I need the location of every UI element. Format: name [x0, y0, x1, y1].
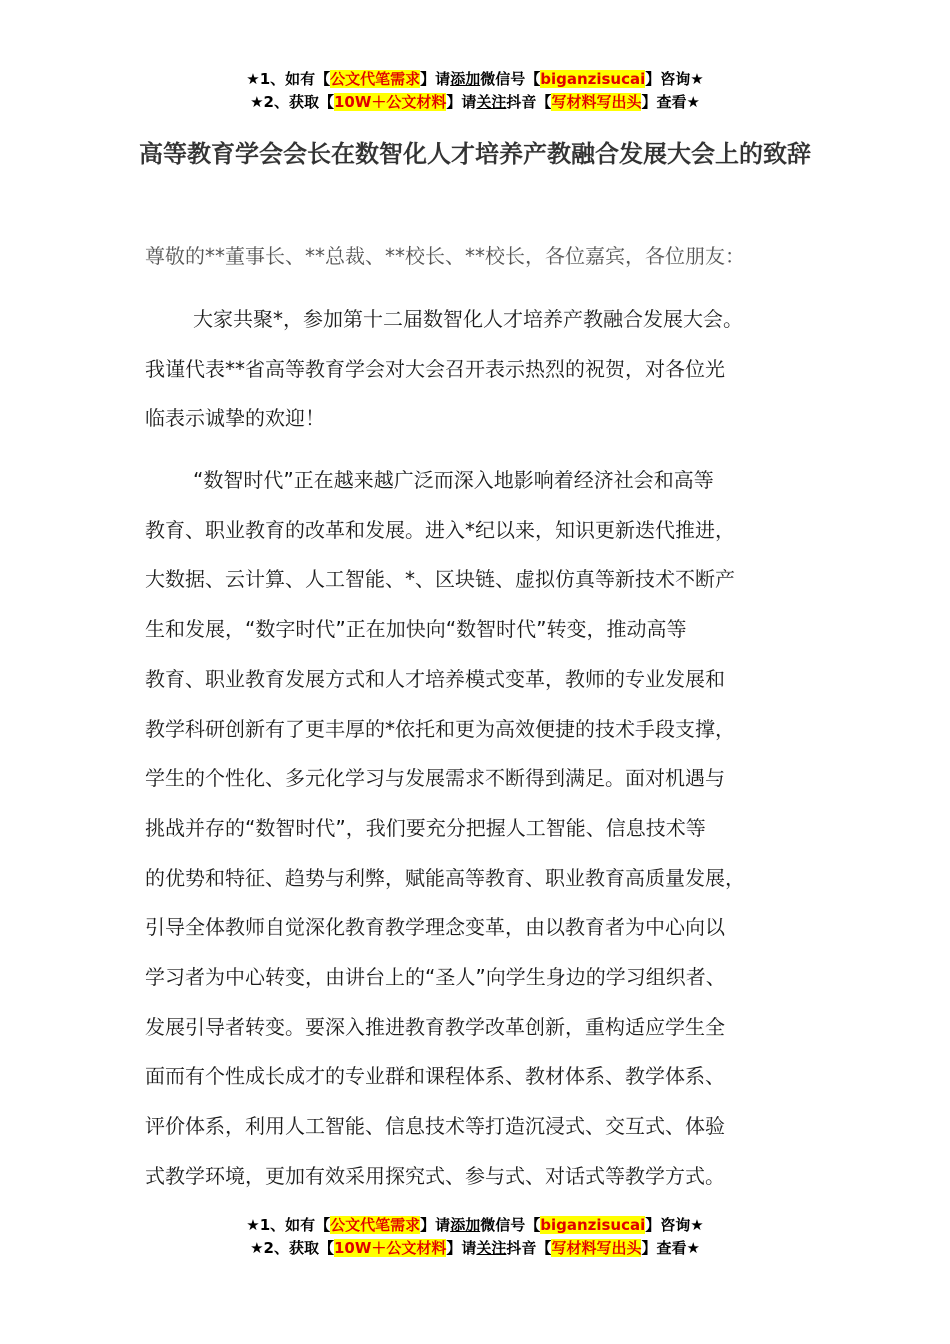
paragraph-line: 教育、职业教育的改革和发展。进入*纪以来，知识更新迭代推进， — [145, 517, 735, 542]
banner-text: 】请 — [420, 70, 451, 88]
paragraph-line: 学习者为中心转变，由讲台上的“圣人”向学生身边的学习组织者、 — [145, 965, 726, 990]
banner-text: 】咨询★ — [645, 1216, 704, 1234]
paragraph-line: 大数据、云计算、人工智能、*、区块链、虚拟仿真等新技术不断产 — [145, 567, 735, 592]
highlight-materials: 10W＋公文材料 — [333, 93, 447, 111]
underlined-text: 关注 — [476, 93, 507, 111]
paragraph-line: 引导全体教师自觉深化教育教学理念变革，由以教育者为中心向以 — [145, 915, 725, 940]
banner-text: ★2、获取【 — [250, 1239, 334, 1257]
underlined-text: 添加 — [450, 70, 481, 88]
paragraph-line: 临表示诚挚的欢迎！ — [145, 406, 325, 431]
underlined-text: 关注 — [476, 1239, 507, 1257]
highlight-materials: 10W＋公文材料 — [333, 1239, 447, 1257]
banner-text: 】请 — [446, 93, 477, 111]
banner-text: 】咨询★ — [645, 70, 704, 88]
paragraph-line: 生和发展，“数字时代”正在加快向“数智时代”转变，推动高等 — [145, 617, 687, 642]
banner-text: ★1、如有【 — [246, 70, 331, 88]
highlight-wechat-id: biganzisucai — [540, 1216, 646, 1234]
footer-banner — [0, 1214, 950, 1260]
paragraph-line: 挑战并存的“数智时代”，我们要充分把握人工智能、信息技术等 — [145, 815, 706, 840]
paragraph-line: 学生的个性化、多元化学习与发展需求不断得到满足。面对机遇与 — [145, 766, 725, 791]
banner-text: 】查看★ — [641, 93, 700, 111]
banner-line-1 — [0, 1214, 950, 1237]
highlight-wechat-id: biganzisucai — [540, 70, 646, 88]
header-banner — [0, 68, 950, 114]
banner-text: 】查看★ — [641, 1239, 700, 1257]
salutation: 尊敬的**董事长、**总裁、**校长、**校长，各位嘉宾，各位朋友： — [145, 244, 745, 268]
paragraph-line: 面而有个性成长成才的专业群和课程体系、教材体系、教学体系、 — [145, 1064, 725, 1089]
paragraph-line: 发展引导者转变。要深入推进教育教学改革创新，重构适应学生全 — [145, 1014, 725, 1039]
banner-text: ★1、如有【 — [246, 1216, 331, 1234]
banner-text: ★2、获取【 — [250, 93, 334, 111]
paragraph-line: 教学科研创新有了更丰厚的*依托和更为高效便捷的技术手段支撑， — [145, 716, 735, 741]
paragraph-line: 我谨代表**省高等教育学会对大会召开表示热烈的祝贺，对各位光 — [145, 356, 725, 381]
highlight-douyin-id: 写材料写出头 — [551, 1239, 642, 1257]
paragraph-line: 评价体系，利用人工智能、信息技术等打造沉浸式、交互式、体验 — [145, 1114, 725, 1139]
paragraph-line: 大家共聚*，参加第十二届数智化人才培养产教融合发展大会。 — [193, 307, 743, 331]
paragraph-2 — [145, 456, 813, 1202]
banner-text: 抖音【 — [506, 93, 552, 111]
banner-text: 微信号【 — [480, 70, 541, 88]
banner-line-1 — [0, 68, 950, 91]
paragraph-line: “数智时代”正在越来越广泛而深入地影响着经济社会和高等 — [193, 468, 714, 492]
document-title: 高等教育学会会长在数智化人才培养产教融合发展大会上的致辞 — [139, 140, 811, 168]
banner-text: 抖音【 — [506, 1239, 552, 1257]
highlight-service: 公文代笔需求 — [330, 70, 421, 88]
banner-text: 微信号【 — [480, 1216, 541, 1234]
underlined-text: 添加 — [450, 1216, 481, 1234]
banner-text: 】请 — [446, 1239, 477, 1257]
banner-text: 】请 — [420, 1216, 451, 1234]
banner-line-2 — [0, 91, 950, 114]
banner-line-2 — [0, 1237, 950, 1260]
paragraph-line: 教育、职业教育发展方式和人才培养模式变革，教师的专业发展和 — [145, 666, 725, 691]
highlight-douyin-id: 写材料写出头 — [551, 93, 642, 111]
highlight-service: 公文代笔需求 — [330, 1216, 421, 1234]
paragraph-line: 的优势和特征、趋势与利弊，赋能高等教育、职业教育高质量发展， — [145, 865, 745, 890]
paragraph-1 — [145, 295, 813, 444]
paragraph-line: 式教学环境，更加有效采用探究式、参与式、对话式等教学方式。 — [145, 1163, 725, 1188]
